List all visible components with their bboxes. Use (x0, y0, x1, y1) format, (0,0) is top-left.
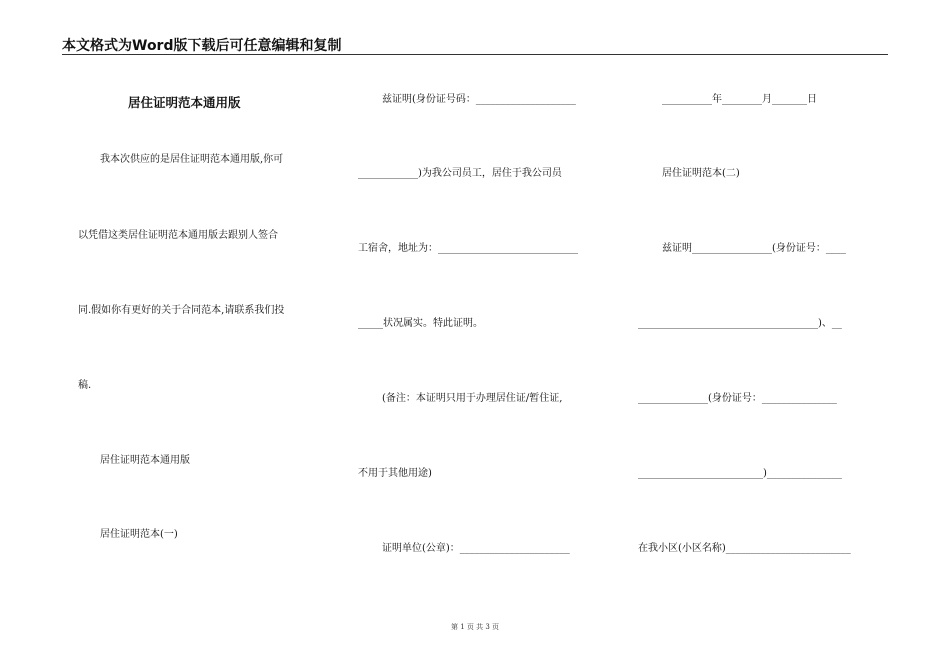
section-heading: 居住证明范本通用版 (100, 455, 190, 466)
date-line: __________年________月_______日 (662, 94, 817, 105)
paragraph-line: 以凭借这类居住证明范本通用版去跟别人签合 (78, 230, 278, 241)
paragraph-line: _____状况属实。特此证明。 (358, 318, 483, 329)
paragraph-line: 我本次供应的是居住证明范本通用版,你可 (100, 154, 284, 165)
paragraph-line: 兹证明(身份证号码：____________________ (382, 94, 576, 105)
paragraph-line: ____________)为我公司员工，居住于我公司员 (358, 168, 562, 179)
paragraph-line: 证明单位(公章)：______________________ (382, 543, 570, 554)
page-header (62, 34, 888, 55)
page-footer: 第 1 页 共 3 页 (450, 623, 500, 631)
paragraph-line: ______________(身份证号：_______________ (638, 393, 837, 404)
paragraph-line: 工宿舍，地址为：____________________________ (358, 243, 578, 254)
paragraph-line: _________________________)_______________ (638, 468, 842, 479)
paragraph-line: ____________________________________)、__ (638, 318, 842, 329)
paragraph-line: 不用于其他用途) (358, 468, 432, 479)
paragraph-line: 稿. (78, 380, 92, 391)
section-heading: 居住证明范本(一) (100, 529, 178, 540)
paragraph-line: 在我小区(小区名称)_________________________ (638, 543, 851, 554)
section-heading: 居住证明范本(二) (662, 168, 740, 179)
paragraph-line: 兹证明________________(身份证号：____ (662, 243, 846, 254)
document-title: 居住证明范本通用版 (128, 95, 241, 110)
paragraph-line: 同.假如你有更好的关于合同范本,请联系我们投 (78, 305, 285, 316)
paragraph-line: (备注：本证明只用于办理居住证/暂住证, (382, 393, 563, 404)
header-text: 本文格式为Word版下载后可任意编辑和复制 (62, 38, 342, 54)
